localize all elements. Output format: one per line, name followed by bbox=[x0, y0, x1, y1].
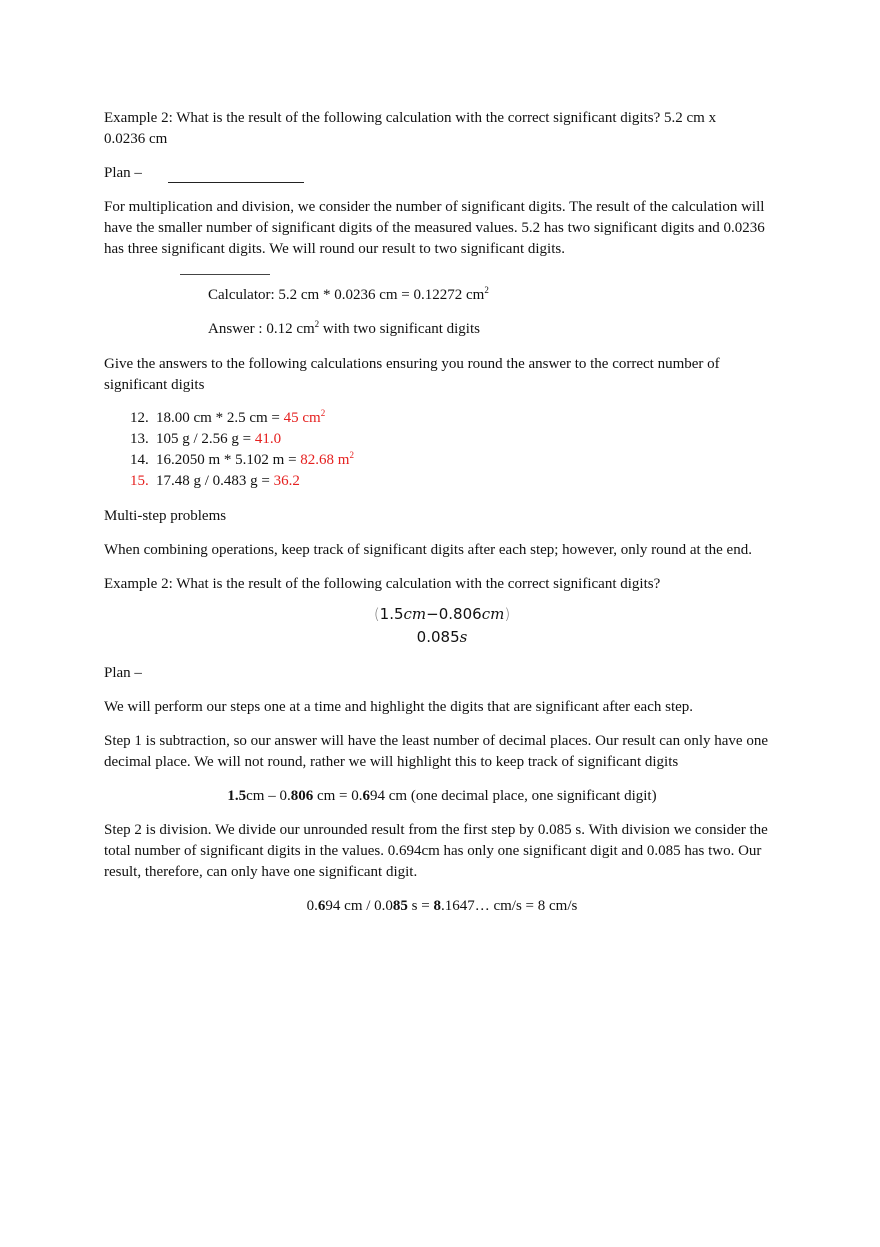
eq1-bold-a: 1.5 bbox=[227, 788, 247, 804]
multistep-heading bbox=[104, 506, 780, 527]
close-paren: ) bbox=[504, 605, 511, 623]
multistep-intro bbox=[104, 540, 780, 561]
eq1-text-b: cm = 0. bbox=[313, 788, 363, 804]
answer-suffix: with two significant digits bbox=[319, 321, 480, 337]
example1-explanation bbox=[104, 197, 780, 260]
eq2-bold-1: 6 bbox=[317, 898, 326, 914]
example2-question-text: Example 2: What is the result of the following calculation with the correct significant digits? bbox=[104, 576, 661, 592]
eq1-text-a: cm – 0. bbox=[246, 788, 291, 804]
item-answer: 41.0 bbox=[254, 431, 282, 447]
step2-text: Step 2 is division. We divide our unrounded result from the first step by 0.085 s. With division we consider the total number of significant digits in the values. 0.694cm has only one significant digit and 0.085 has two. Our result, therefore, can only have one significant digit. bbox=[104, 822, 768, 880]
item-expression: 18.00 cm * 2.5 cm = bbox=[156, 410, 284, 426]
formula-denominator bbox=[104, 626, 780, 649]
eq2-text-3: s = bbox=[407, 898, 434, 914]
den-unit: s bbox=[459, 628, 468, 646]
item-answer: 36.2 bbox=[273, 473, 300, 489]
den-num: 0.085 bbox=[416, 628, 460, 646]
section-heading: Multi-step problems bbox=[104, 508, 227, 524]
step2 bbox=[104, 820, 780, 883]
list-item bbox=[104, 408, 780, 429]
item-number: 14. bbox=[130, 452, 149, 468]
step1 bbox=[104, 731, 780, 773]
calculator-text: Calculator: 5.2 cm * 0.0236 cm = 0.12272 cm bbox=[208, 287, 485, 303]
list-item bbox=[104, 450, 780, 471]
plan-row bbox=[104, 163, 780, 184]
list-item bbox=[104, 429, 780, 450]
document-page bbox=[104, 108, 780, 930]
list-item bbox=[104, 471, 780, 492]
eq1-bold-c: 6 bbox=[362, 788, 371, 804]
step2-equation bbox=[104, 896, 780, 917]
open-paren: ( bbox=[373, 605, 380, 623]
formula-numerator bbox=[104, 603, 780, 626]
num-a: 1.5 bbox=[379, 605, 404, 623]
unit-b: cm bbox=[481, 605, 505, 623]
item-answer: 82.68 m bbox=[300, 452, 350, 468]
plan-row-2 bbox=[104, 663, 780, 684]
plan-label: Plan – bbox=[104, 165, 142, 181]
exercises-intro-text: Give the answers to the following calculations ensuring you round the answer to the correct number of significant digits bbox=[104, 356, 720, 393]
item-number: 12. bbox=[130, 410, 149, 426]
example2-question bbox=[104, 574, 780, 595]
approach-text: We will perform our steps one at a time and highlight the digits that are significant after each step. bbox=[104, 699, 694, 715]
eq2-bold-3: 8 bbox=[433, 898, 441, 914]
step1-text: Step 1 is subtraction, so our answer will have the least number of decimal places. Our result can only have one decimal place. We will not round, rather we will highlight this to keep track of significant digits bbox=[104, 733, 768, 770]
fraction-formula bbox=[104, 603, 780, 649]
answer-exponent: 2 bbox=[314, 319, 320, 329]
divider-line bbox=[180, 274, 270, 275]
explanation-text: For multiplication and division, we consider the number of significant digits. The result of the calculation will have the smaller number of significant digits of the measured values. 5.2 has two significant digits and 0.0236 has three significant digits. We will round our result to two significant digits. bbox=[104, 199, 765, 257]
eq2-text-4: .1647… cm/s = 8 cm/s bbox=[440, 898, 578, 914]
step1-equation bbox=[104, 786, 780, 807]
eq2-bold-2: 85 bbox=[392, 898, 408, 914]
eq1-bold-b: 806 bbox=[290, 788, 314, 804]
question-line-1: Example 2: What is the result of the following calculation with the correct significant digits? 5.2 cm x bbox=[104, 110, 717, 126]
eq2-text-2: 94 cm / 0.0 bbox=[325, 898, 393, 914]
num-b: 0.806 bbox=[438, 605, 482, 623]
plan-label-2: Plan – bbox=[104, 665, 142, 681]
item-answer: 45 cm bbox=[283, 410, 321, 426]
answer-text: Answer : 0.12 cm bbox=[208, 321, 315, 337]
eq1-text-c: 94 cm (one decimal place, one significant digit) bbox=[370, 788, 657, 804]
item-expression: 16.2050 m * 5.102 m = bbox=[156, 452, 301, 468]
example1-question bbox=[104, 108, 780, 150]
minus-sign: − bbox=[426, 605, 439, 623]
exercise-list bbox=[104, 408, 780, 492]
plan-blank-line bbox=[168, 166, 304, 183]
calculator-line bbox=[104, 285, 780, 306]
approach bbox=[104, 697, 780, 718]
item-exponent: 2 bbox=[320, 408, 326, 418]
calculator-exponent: 2 bbox=[484, 285, 489, 295]
answer-line bbox=[104, 319, 780, 340]
item-expression: 17.48 g / 0.483 g = bbox=[156, 473, 274, 489]
multistep-intro-text: When combining operations, keep track of significant digits after each step; however, only round at the end. bbox=[104, 542, 752, 558]
item-number: 13. bbox=[130, 431, 149, 447]
item-exponent: 2 bbox=[349, 450, 354, 460]
eq2-text-1: 0. bbox=[306, 898, 318, 914]
item-expression: 105 g / 2.56 g = bbox=[156, 431, 255, 447]
item-number: 15. bbox=[130, 473, 149, 489]
unit-a: cm bbox=[403, 605, 427, 623]
exercises-intro bbox=[104, 354, 780, 396]
question-line-2: 0.0236 cm bbox=[104, 131, 168, 147]
